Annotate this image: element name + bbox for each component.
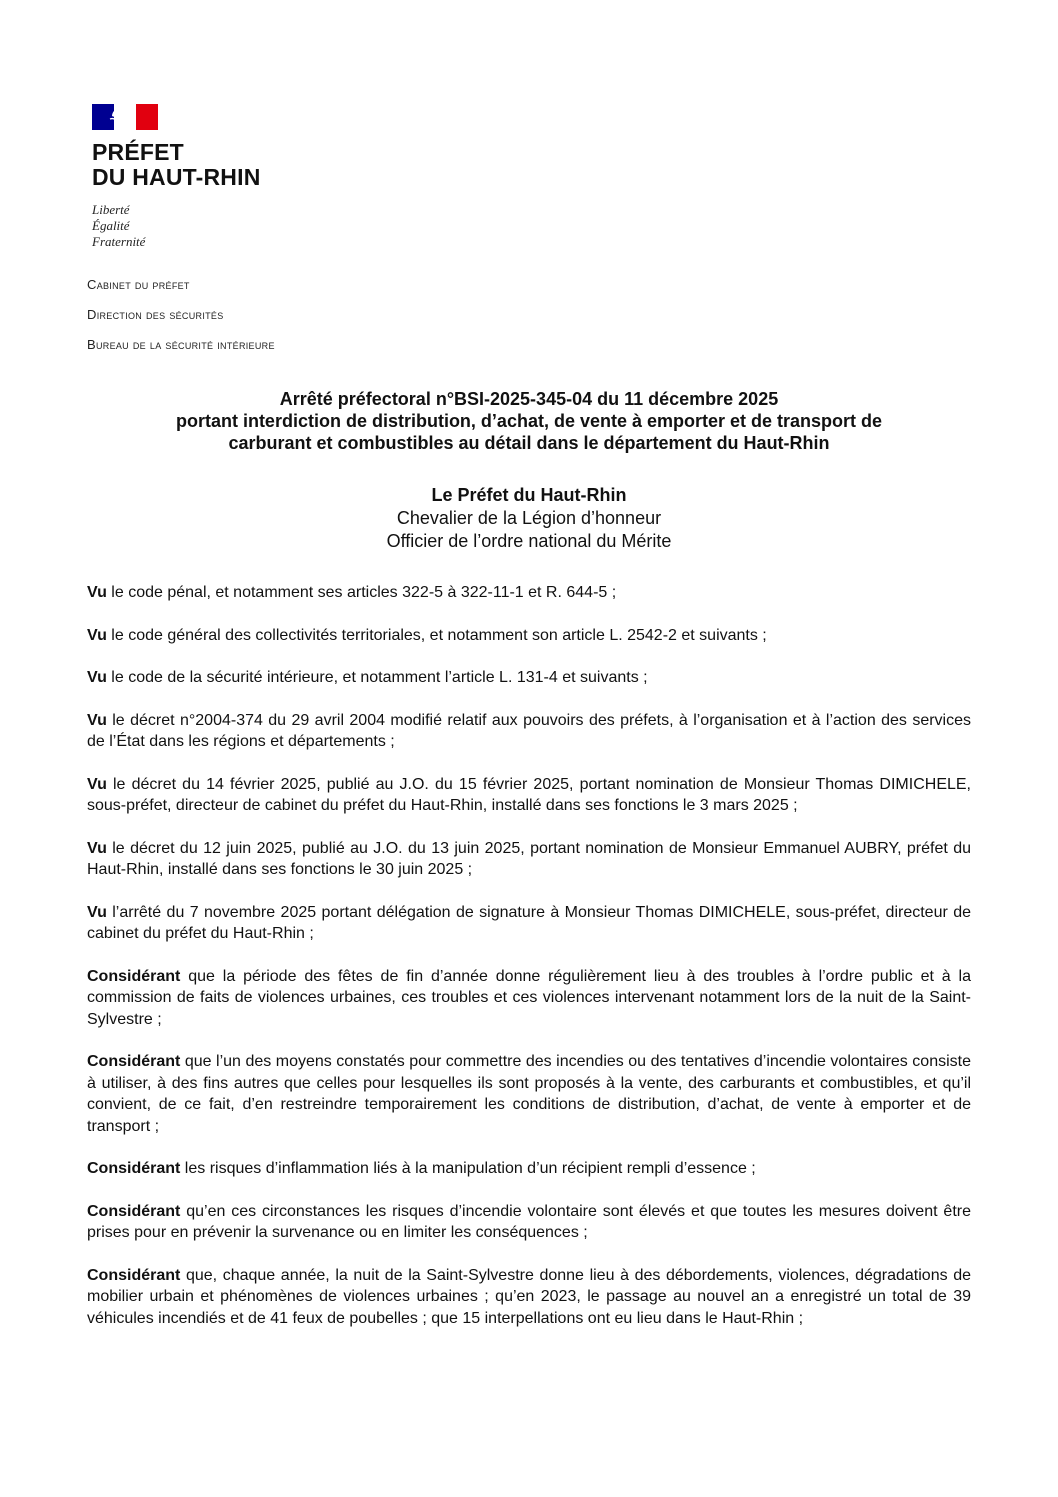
paragraph-keyword: Vu xyxy=(87,711,107,729)
visa-paragraph xyxy=(87,582,971,604)
decree-title-line1: Arrêté préfectoral n°BSI-2025-345-04 du 11 décembre 2025 xyxy=(279,389,779,409)
marianne-flag-icon xyxy=(92,104,158,130)
paragraph-keyword: Considérant xyxy=(87,1053,181,1070)
logo-title-line1: PRÉFET xyxy=(92,139,184,165)
paragraph-keyword: Considérant xyxy=(87,1202,181,1220)
service-cabinet: Cabinet du préfet xyxy=(87,277,190,292)
service-bureau: Bureau de la sécurité intérieure xyxy=(87,337,275,352)
marianne-profile-icon xyxy=(108,107,132,129)
motto-fraternite: Fraternité xyxy=(92,234,146,249)
service-direction: Direction des sécurités xyxy=(87,307,224,322)
considerant-paragraph xyxy=(87,966,971,1031)
decree-title-line3: carburant et combustibles au détail dans le département du Haut-Rhin xyxy=(228,433,830,453)
flag-red-band xyxy=(136,104,158,130)
decree-title xyxy=(87,388,971,454)
motto-egalite: Égalité xyxy=(92,218,130,233)
visa-paragraph xyxy=(87,625,971,647)
considerant-paragraph xyxy=(87,1158,971,1180)
paragraph-text: le décret n°2004-374 du 29 avril 2004 modifié relatif aux pouvoirs des préfets, à l’organisation et à l’action des services de l’État dans les régions et départements ; xyxy=(87,711,971,750)
paragraph-keyword: Vu xyxy=(87,626,107,644)
decree-title-line2: portant interdiction de distribution, d’achat, de vente à emporter et de transport de xyxy=(175,411,883,431)
paragraph-text: les risques d’inflammation liés à la manipulation d’un récipient rempli d’essence ; xyxy=(180,1160,756,1177)
paragraph-text: le code de la sécurité intérieure, et notamment l’article L. 131-4 et suivants ; xyxy=(106,669,648,686)
paragraph-text: le décret du 12 juin 2025, publié au J.O. du 13 juin 2025, portant nomination de Monsieur Emmanuel AUBRY, préfet du Haut-Rhin, installé dans ses fonctions le 30 juin 2025 ; xyxy=(87,839,971,878)
paragraph-text: l’arrêté du 7 novembre 2025 portant délégation de signature à Monsieur Thomas DIMICHELE, sous-préfet, directeur de cabinet du préfet du Haut-Rhin ; xyxy=(87,903,971,942)
paragraph-text: le code général des collectivités territoriales, et notamment son article L. 2542-2 et suivants ; xyxy=(106,626,767,644)
paragraph-keyword: Vu xyxy=(87,669,107,686)
considerant-paragraph xyxy=(87,1051,971,1137)
paragraph-text: que la période des fêtes de fin d’année donne régulièrement lieu à des troubles à l’ordre public et à la commission de faits de violences urbaines, ces troubles et ces violences intervenant notamment lors de la nuit de la Saint-Sylvestre ; xyxy=(87,967,971,1028)
paragraph-text: qu’en ces circonstances les risques d’incendie volontaire sont élevés et que toutes les mesures doivent être prises pour en prévenir la survenance ou en limiter les conséquences ; xyxy=(87,1202,971,1241)
visa-paragraph xyxy=(87,902,971,945)
paragraph-keyword: Vu xyxy=(87,775,107,793)
paragraph-text: que, chaque année, la nuit de la Saint-Sylvestre donne lieu à des débordements, violences, dégradations de mobilier urbain et phénomènes de violences urbaines ; qu’en 2023, le passage au nouvel an a enregistré un total de 39 véhicules incendiés et de 41 feux de poubelles ; que 15 interpellations ont eu lieu dans le Haut-Rhin ; xyxy=(87,1266,971,1327)
prefet-title-legion: Chevalier de la Légion d’honneur xyxy=(396,508,662,528)
visa-paragraph xyxy=(87,710,971,753)
paragraph-text: le code pénal, et notamment ses articles 322-5 à 322-11-1 et R. 644-5 ; xyxy=(106,584,617,601)
visa-paragraph xyxy=(87,667,971,689)
prefet-header xyxy=(87,484,971,553)
paragraph-text: le décret du 14 février 2025, publié au J.O. du 15 février 2025, portant nomination de Monsieur Thomas DIMICHELE, sous-préfet, directeur de cabinet du préfet du Haut-Rhin, installé dans ses fonctions le 3 mars 2025 ; xyxy=(87,775,971,814)
paragraph-keyword: Considérant xyxy=(87,967,181,985)
considerant-paragraph xyxy=(87,1201,971,1244)
paragraph-keyword: Considérant xyxy=(87,1266,181,1284)
logo-title-line2: DU HAUT-RHIN xyxy=(92,164,261,190)
paragraph-keyword: Vu xyxy=(87,839,107,857)
prefet-name: Le Préfet du Haut-Rhin xyxy=(431,485,627,505)
prefet-title-merite: Officier de l’ordre national du Mérite xyxy=(386,531,672,551)
motto-liberte: Liberté xyxy=(92,202,130,217)
considerant-paragraph xyxy=(87,1265,971,1330)
decree-body xyxy=(87,582,971,1350)
paragraph-keyword: Considérant xyxy=(87,1160,181,1177)
paragraph-keyword: Vu xyxy=(87,584,107,601)
marianne-logo xyxy=(92,104,292,250)
paragraph-text: que l’un des moyens constatés pour commettre des incendies ou des tentatives d’incendie volontaires consiste à utiliser, à des fins autres que celles pour lesquelles ils sont proposés à la vente, des carburants et combustibles, et qu’il convient, de ce fait, d’en restreindre temporairement les conditions de distribution, d’achat, de vente à emporter et de transport ; xyxy=(87,1053,971,1135)
republic-motto xyxy=(92,202,292,250)
paragraph-keyword: Vu xyxy=(87,903,107,921)
visa-paragraph xyxy=(87,838,971,881)
visa-paragraph xyxy=(87,774,971,817)
logo-title xyxy=(92,140,292,190)
